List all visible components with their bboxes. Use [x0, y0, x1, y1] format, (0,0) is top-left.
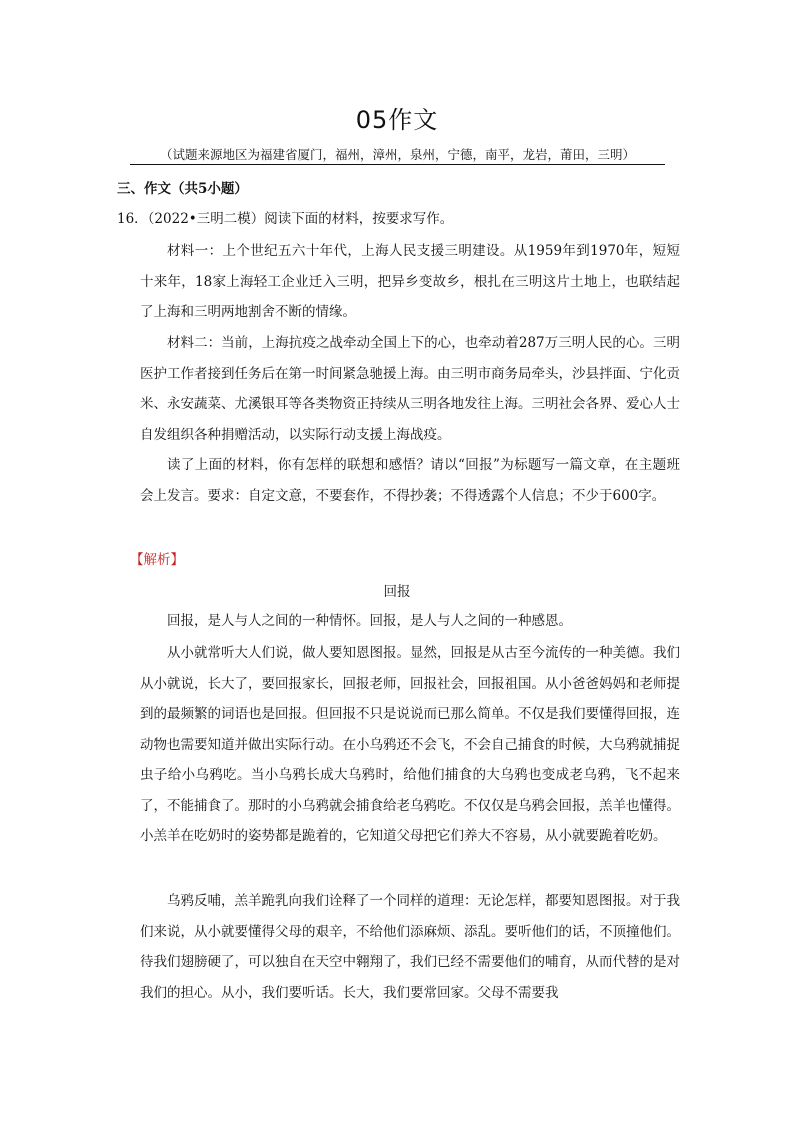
- essay-paragraph: 从小就常听大人们说，做人要知恩图报。显然，回报是从古至今流传的一种美德。我们从小就说，长大了，要回报家长，回报老师，回报社会，回报祖国。从小爸爸妈妈和老师提到的最频繁的词语也是回报。但回报不只是说说而已那么简单。不仅是我们要懂得回报，连动物也需要知道并做出实际行动。在小乌鸦还不会飞，不会自己捕食的时候，大乌鸦就捕捉虫子给小乌鸦吃。当小乌鸦长成大乌鸦时，给他们捕食的大乌鸦也变成老乌鸦，飞不起来了，不能捕食了。那时的小乌鸦就会捕食给老乌鸦吃。不仅仅是乌鸦会回报，羔羊也懂得。小羔羊在吃奶时的姿势都是跪着的，它知道父母把它们养大不容易，从小就要跪着吃奶。: [140, 645, 680, 844]
- section-heading: 三、作文（共5小题）: [117, 181, 248, 197]
- writing-instruction: 读了上面的材料，你有怎样的联想和感悟？请以“回报”为标题写一篇文章，在主题班会上发言。要求：自定文意，不要套作，不得抄袭；不得透露个人信息；不少于600字。: [140, 457, 680, 504]
- essay-paragraph: 回报，是人与人之间的一种情怀。回报，是人与人之间的一种感恩。: [167, 613, 572, 629]
- essay-paragraph: 乌鸦反哺，羔羊跪乳向我们诠释了一个同样的道理：无论怎样，都要知恩图报。对于我们来说，从小就要懂得父母的艰辛，不给他们添麻烦、添乱。要听他们的话，不顶撞他们。待我们翅膀硬了，可以独自在天空中翱翔了，我们已经不需要他们的哺育，从而代替的是对我们的担心。从小，我们要听话。长大，我们要常回家。父母不需要我: [140, 893, 680, 1001]
- page-title: 05作文: [355, 106, 439, 134]
- material-one: 材料一：上个世纪五六十年代，上海人民支援三明建设。从1959年到1970年，短短十来年，18家上海轻工企业迁入三明，把异乡变故乡，根扎在三明这片土地上，也联结起了上海和三明两地割舍不断的情缘。: [140, 243, 680, 320]
- material-two: 材料二：当前，上海抗疫之战牵动全国上下的心，也牵动着287万三明人民的心。三明医护工作者接到任务后在第一时间紧急驰援上海。由三明市商务局牵头，沙县拌面、宁化贡米、永安蔬菜、尤溪银耳等各类物资正持续从三明各地发往上海。三明社会各界、爱心人士自发组织各种捐赠活动，以实际行动支援上海战疫。: [140, 335, 680, 443]
- essay-title: 回报: [383, 584, 411, 600]
- source-note: （试题来源地区为福建省厦门，福州，漳州，泉州，宁德，南平，龙岩，莆田，三明）: [130, 145, 665, 165]
- question-stem: 16．（2022•三明二模）阅读下面的材料，按要求写作。: [117, 211, 454, 227]
- analysis-label: 【解析】: [130, 552, 184, 568]
